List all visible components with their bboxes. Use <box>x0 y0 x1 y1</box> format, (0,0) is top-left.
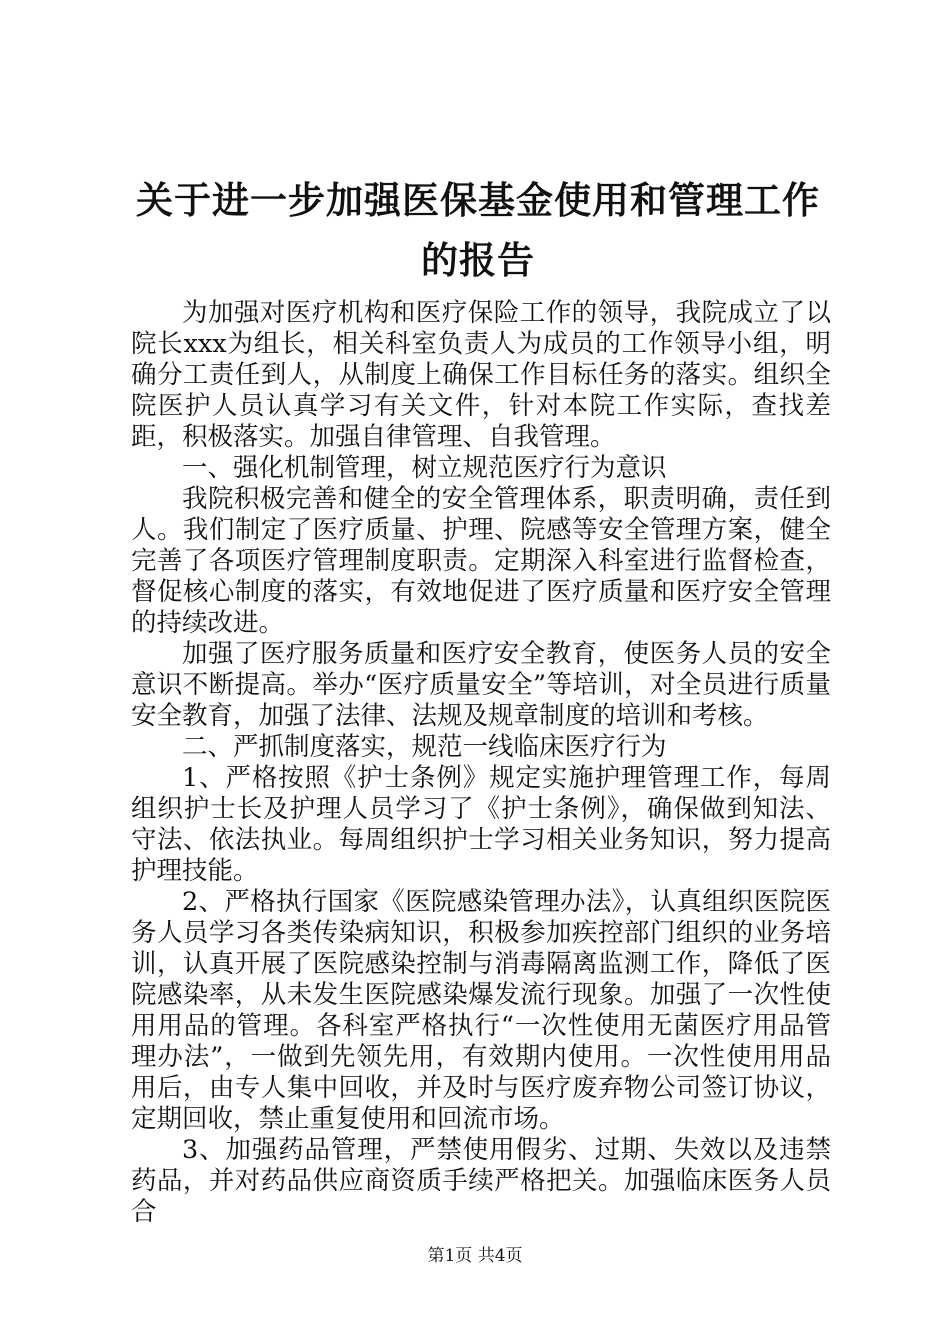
page-number-footer: 第1页 共4页 <box>427 1246 523 1266</box>
paragraph-safety-education: 加强了医疗服务质量和医疗安全教育，使医务人员的安全意识不断提高。举办“医疗质量安全”等培训，对全员进行质量安全教育，加强了法律、法规及规章制度的培训和考核。 <box>131 639 831 731</box>
section-heading-2: 二、严抓制度落实，规范一线临床医疗行为 <box>182 732 667 762</box>
paragraph-item-3: 3、加强药品管理，严禁使用假劣、过期、失效以及违禁药品，并对药品供应商资质手续严格把关。加强临床医务人员合 <box>131 1135 831 1227</box>
paragraph-item-1: 1、严格按照《护士条例》规定实施护理管理工作，每周组织护士长及护理人员学习了《护士条例》，确保做到知法、守法、依法执业。每周组织护士学习相关业务知识，努力提高护理技能。 <box>131 763 831 886</box>
paragraph-item-2: 2、严格执行国家《医院感染管理办法》，认真组织医院医务人员学习各类传染病知识，积极参加疾控部门组织的业务培训，认真开展了医院感染控制与消毒隔离监测工作，降低了医院感染率，从未发生医院感染爆发流行现象。加强了一次性使用用品的管理。各科室严格执行“一次性使用无菌医疗用品管理办法”，一做到先领先用，有效期内使用。一次性使用用品用后，由专人集中回收，并及时与医疗废弃物公司签订协议，定期回收，禁止重复使用和回流市场。 <box>131 887 831 1134</box>
document-title: 关于进一步加强医保基金使用和管理工作的报告 <box>136 178 820 282</box>
document-body <box>131 298 831 1228</box>
paragraph-intro: 为加强对医疗机构和医疗保险工作的领导，我院成立了以院长xxx为组长，相关科室负责人为成员的工作领导小组，明确分工责任到人，从制度上确保工作目标任务的落实。组织全院医护人员认真学习有关文件，针对本院工作实际，查找差距，积极落实。加强自律管理、自我管理。 <box>131 298 831 452</box>
paragraph-safety-system: 我院积极完善和健全的安全管理体系，职责明确，责任到人。我们制定了医疗质量、护理、院感等安全管理方案，健全完善了各项医疗管理制度职责。定期深入科室进行监督检查，督促核心制度的落实，有效地促进了医疗质量和医疗安全管理的持续改进。 <box>131 484 831 638</box>
section-heading-1: 一、强化机制管理，树立规范医疗行为意识 <box>182 453 667 483</box>
